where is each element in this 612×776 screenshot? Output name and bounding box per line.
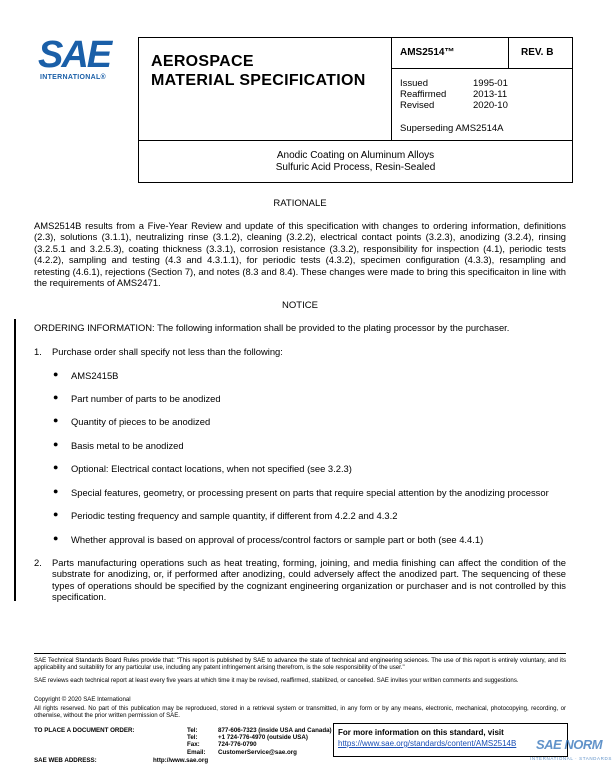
subject-line-1: Anodic Coating on Aluminum Alloys	[276, 150, 435, 161]
document-subject	[138, 141, 573, 183]
list-item-2: 2. Parts manufacturing operations such as heat treating, forming, joining, and media finishing can affect the condition of the substrate for anodizing, or, if performed after anodizing, could adversely affect the anodized part. The sequencing of these types of operations should be specified by the cognizant engineering organization or purchaser and is not controlled by this specification.	[34, 557, 566, 603]
footer-divider	[34, 653, 566, 654]
standard-url-link[interactable]: https://www.sae.org/standards/content/AMS2514B	[338, 739, 517, 748]
more-info-title: For more information on this standard, visit	[338, 728, 504, 737]
rationale-heading: RATIONALE	[273, 198, 327, 209]
customer-service-email[interactable]: CustomerService@sae.org	[218, 748, 297, 756]
phone-domestic: 877-606-7323 (inside USA and Canada)	[218, 727, 332, 734]
footer-rights-text: All rights reserved. No part of this publication may be reproduced, stored in a retrieval system or transmitted, in any form or by any means, electronic, mechanical, photocopying, recording, or otherwise, without the prior written permission of SAE.	[34, 705, 566, 720]
web-address-link[interactable]: http://www.sae.org	[153, 757, 209, 764]
revision-change-bar	[14, 319, 16, 601]
web-address-label: SAE WEB ADDRESS:	[34, 757, 97, 764]
date-row-issued: Issued 1995-01	[400, 78, 508, 89]
phone-international: +1 724-776-4970 (outside USA)	[218, 734, 308, 742]
document-number: AMS2514™	[392, 38, 509, 69]
revision-label: REV. B	[509, 38, 573, 69]
ordering-information: ORDERING INFORMATION: The following information shall be provided to the plating processor by the purchaser.	[34, 322, 510, 333]
subject-line-2: Sulfuric Acid Process, Resin-Sealed	[275, 162, 436, 173]
contact-keys: Tel: Tel: Fax: Email:	[187, 727, 206, 756]
sae-logo	[38, 36, 128, 86]
superseding-note: Superseding AMS2514A	[400, 123, 504, 134]
header-title-box	[138, 37, 391, 141]
order-label: TO PLACE A DOCUMENT ORDER:	[34, 727, 135, 734]
footer-copyright: Copyright © 2020 SAE International	[34, 696, 131, 703]
document-dates	[400, 78, 520, 111]
notice-heading: NOTICE	[282, 300, 318, 311]
sae-logo-subtitle: INTERNATIONAL®	[40, 74, 107, 81]
header-info-box	[391, 37, 573, 141]
rationale-text: AMS2514B results from a Five-Year Review and update of this specification with changes to ordering information, definitions (2.3), solutions (3.1.1), neutralizing rinse (3.1.2), cleaning (3.2.2), electrical contact points (3.2.3), anodizing (3.2.4), rinsing (3.2.5.1 and 3.2.5.3), coating thickness (3.3.1), corrosion resistance (3.3.2), responsibility for inspection (4.1), periodic tests (4.2.2), sampling and testing (4.3 and 4.3.1.1), for periodic tests (4.3.2), specimen configuration (4.3.3), resampling and retesting (4.6.1), rejections (Section 7), and notes (8.3 and 8.4). These changes were made to bring this specificaiton in line with the requirements of AMS2471.	[34, 220, 566, 289]
date-row-revised: Revised 2020-10	[400, 100, 508, 111]
fax-number: 724-776-0790	[218, 741, 257, 749]
contact-values	[218, 727, 332, 756]
footer-review-text: SAE reviews each technical report at least every five years at which time it may be revised, reaffirmed, stabilized, or cancelled. SAE invites your written comments and suggestions.	[34, 677, 519, 684]
sae-norm-watermark: SAE NORM INTERNATIONAL · STANDARDS	[530, 737, 612, 761]
document-type-title: AEROSPACE MATERIAL SPECIFICATION	[151, 53, 366, 89]
footer-rules-text: SAE Technical Standards Board Rules provide that: "This report is published by SAE to advance the state of technical and engineering sciences. The use of this report is entirely voluntary, and its applicability and suitability for any particular use, including any patent infringement arising therefrom, is the sole responsibility of the user."	[34, 657, 566, 672]
date-row-reaffirmed: Reaffirmed 2013-11	[400, 89, 508, 100]
sae-logo-mark: SAE	[38, 34, 111, 76]
